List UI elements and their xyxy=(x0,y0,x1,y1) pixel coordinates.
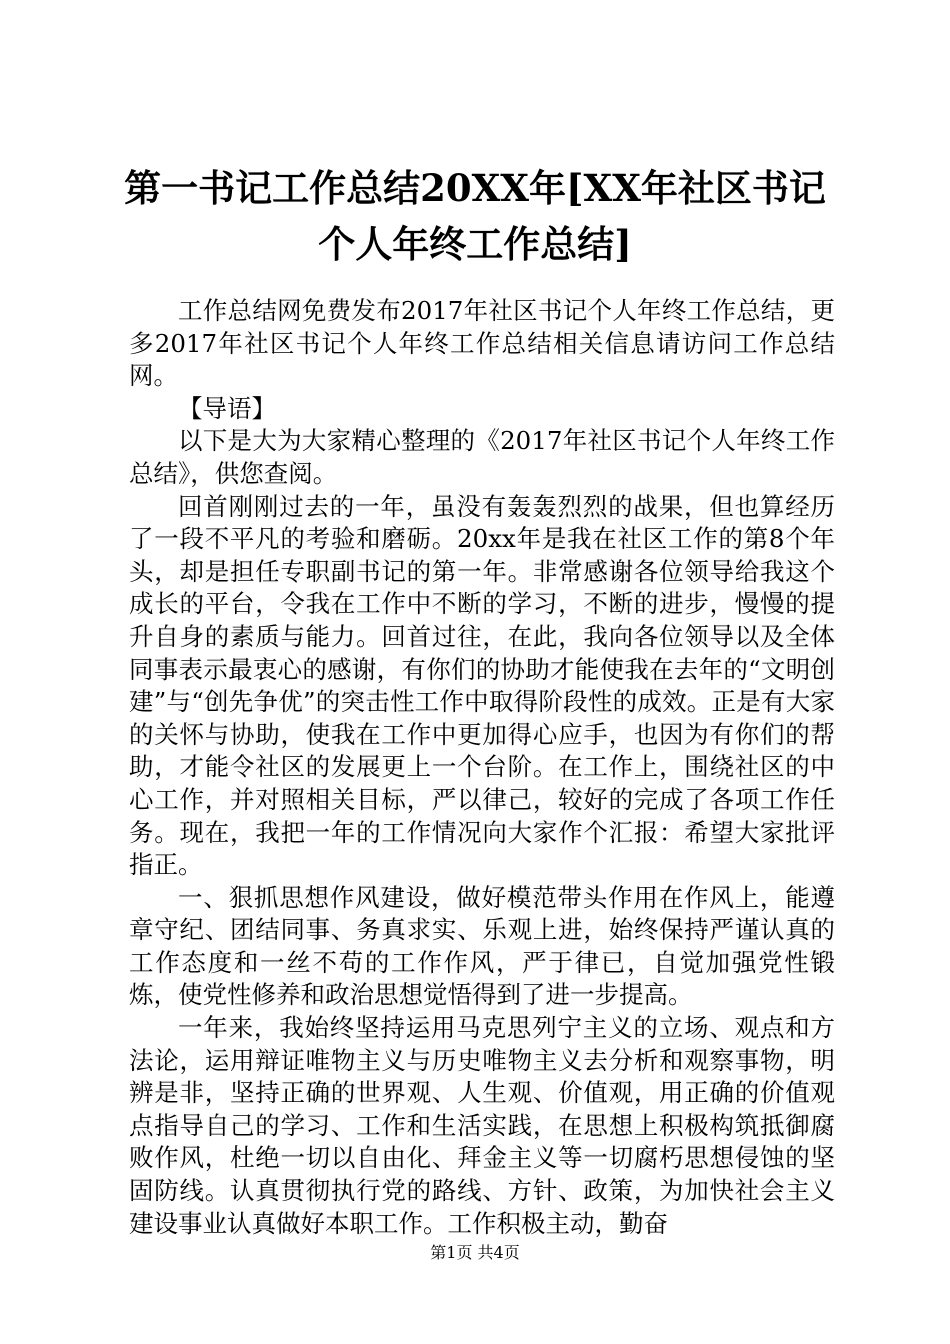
paragraph-guide-heading: 【导语】 xyxy=(178,393,276,423)
paragraph-year: 一年来，我始终坚持运用马克思列宁主义的立场、观点和方法论，运用辩证唯物主义与历史唯物主义去分析和观察事物，明辨是非，坚持正确的世界观、人生观、价值观，用正确的价值观点指导自己的学习、工作和生活实践，在思想上积极构筑抵御腐败作风，杜绝一切以自由化、拜金主义等一切腐朽思想侵蚀的坚固防线。认真贯彻执行党的路线、方针、政策，为加快社会主义建设事业认真做好本职工作。工作积极主动，勤奋 xyxy=(129,1013,835,1238)
paragraph-guide: 以下是大为大家精心整理的《2017年社区书记个人年终工作总结》，供您查阅。 xyxy=(129,426,835,488)
document-body xyxy=(129,295,835,1240)
paragraph-section-one: 一、狠抓思想作风建设，做好模范带头作用在作风上，能遵章守纪、团结同事、务真求实、乐观上进，始终保持严谨认真的工作态度和一丝不苟的工作作风，严于律已，自觉加强党性锻炼，使党性修养和政治思想觉悟得到了进一步提高。 xyxy=(129,882,835,1010)
paragraph-intro: 工作总结网免费发布2017年社区书记个人年终工作总结，更多2017年社区书记个人年终工作总结相关信息请访问工作总结网。 xyxy=(129,296,835,391)
paragraph-review: 回首刚刚过去的一年，虽没有轰轰烈烈的战果，但也算经历了一段不平凡的考验和磨砺。20xx年是我在社区工作的第8个年头，却是担任专职副书记的第一年。非常感谢各位领导给我这个成长的平台，令我在工作中不断的学习，不断的进步，慢慢的提升自身的素质与能力。回首过往，在此，我向各位领导以及全体同事表示最衷心的感谢，有你们的协助才能使我在去年的“文明创建”与“创先争优”的突击性工作中取得阶段性的成效。正是有大家的关怀与协助，使我在工作中更加得心应手，也因为有你们的帮助，才能令社区的发展更上一个台阶。在工作上，围绕社区的中心工作，并对照相关目标，严以律己，较好的完成了各项工作任务。现在，我把一年的工作情况向大家作个汇报：希望大家批评指正。 xyxy=(129,491,835,880)
document-title: 第一书记工作总结20XX年[XX年社区书记个人年终工作总结] xyxy=(124,166,826,266)
page-number-footer: 第1页 共4页 xyxy=(430,1243,520,1262)
